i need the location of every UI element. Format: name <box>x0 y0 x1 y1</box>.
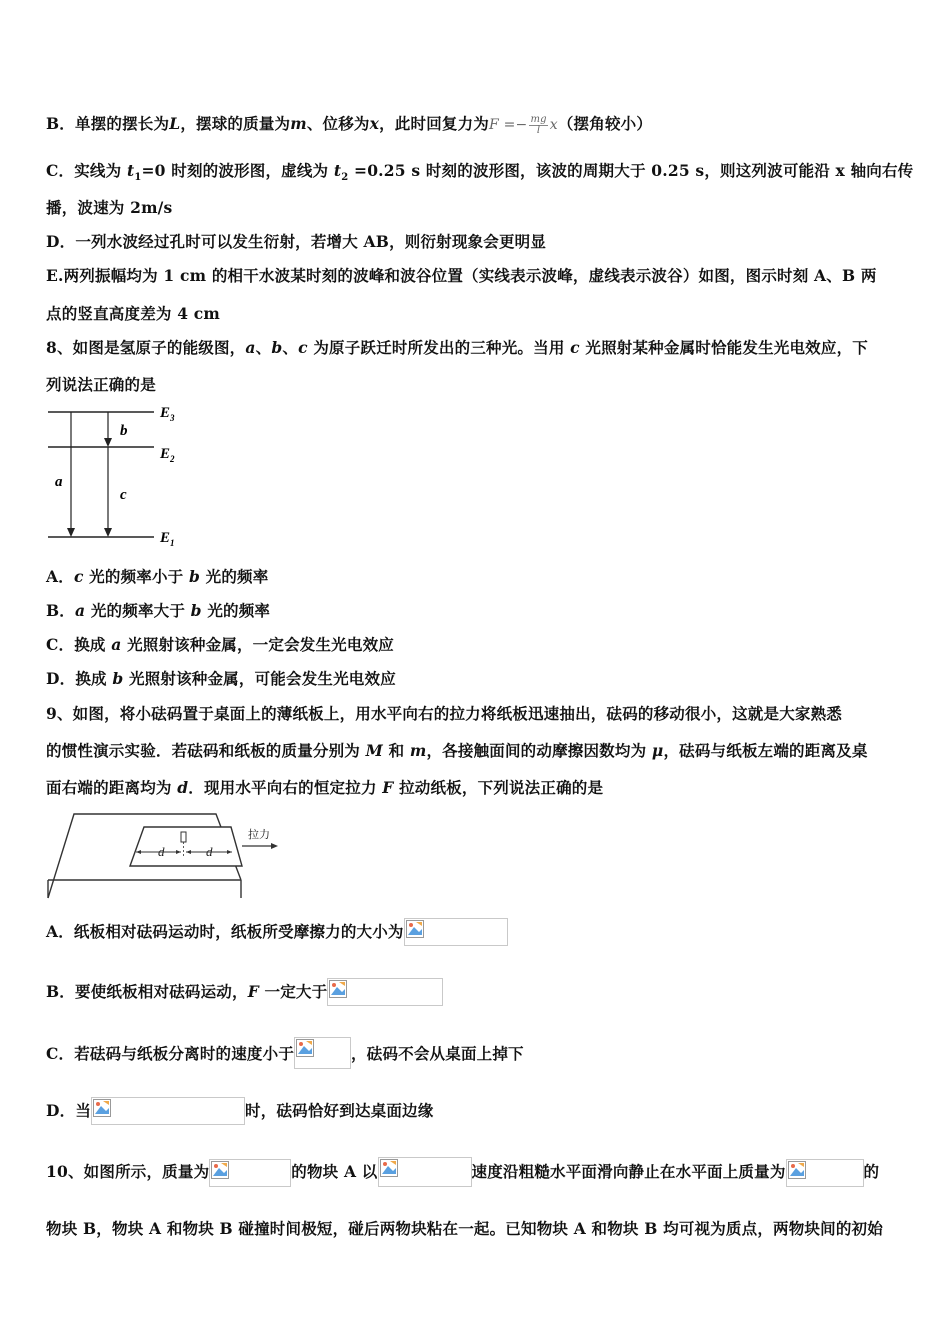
question-8-option-b: B．a 光的频率大于 b 光的频率 <box>46 601 271 620</box>
broken-image-icon <box>93 1099 111 1117</box>
formula-image-placeholder <box>786 1159 864 1187</box>
distance-label-left: d <box>158 844 165 859</box>
formula-image-placeholder <box>327 978 443 1006</box>
question-9-stem-3: 面右端的距离均为 d．现用水平向右的恒定拉力 F 拉动纸板，下列说法正确的是 <box>46 778 604 797</box>
option-e-interference-cont: 点的竖直高度差为 4 cm <box>46 304 221 323</box>
arrowhead-a <box>67 528 75 537</box>
option-e-interference: E.两列振幅均为 1 cm 的相干水波某时刻的波峰和波谷位置（实线表示波峰，虚线表示波谷）如图，图示时刻 A、B 两 <box>46 266 877 285</box>
question-9-option-d: D．当 时，砝码恰好到达桌面边缘 <box>46 1097 433 1125</box>
formula-fraction: $\frac{mg}{l}$ <box>530 113 547 136</box>
question-10-stem-2: 物块 B，物块 A 和物块 B 碰撞时间极短，碰后两物块粘在一起。已知物块 A 和物块 B 均可视为质点，两物块间的初始 <box>46 1219 883 1238</box>
arrowhead-c <box>104 528 112 537</box>
paperboard-diagram <box>46 810 286 902</box>
broken-image-icon <box>380 1159 398 1177</box>
question-9-option-a: A．纸板相对砝码运动时，纸板所受摩擦力的大小为 <box>46 918 508 946</box>
arrowhead-b <box>104 438 112 447</box>
formula-image-placeholder <box>378 1157 472 1187</box>
option-c-wave: C．实线为 $t_1=0$ 时刻的波形图，虚线为 $t_2 =0.25$ s 时刻的波形图，该波的周期大于 0.25 s，则这列波可能沿 x 轴向右传 <box>46 161 914 184</box>
question-8-stem: 8、如图是氢原子的能级图，a、b、c 为原子跃迁时所发出的三种光。当用 c 光照射某种金属时恰能发生光电效应，下 <box>46 338 868 357</box>
energy-label-e2: $E_2$ <box>160 446 175 464</box>
broken-image-icon <box>406 920 424 938</box>
energy-label-e3: $E_3$ <box>160 405 175 423</box>
formula-image-placeholder <box>404 918 508 946</box>
energy-level-diagram <box>46 400 196 550</box>
restoring-force-formula: F =− <box>489 117 528 133</box>
question-9-stem-2: 的惯性演示实验．若砝码和纸板的质量分别为 M 和 m，各接触面间的动摩擦因数均为 μ，砝码与纸板左端的距离及桌 <box>46 741 868 760</box>
broken-image-icon <box>211 1161 229 1179</box>
question-10-stem-1: 10、如图所示，质量为 的物块 A 以 速度沿粗糙水平面滑向静止在水平面上质量为 的 <box>46 1157 879 1187</box>
pull-force-label: 拉力 <box>248 828 270 841</box>
broken-image-icon <box>329 980 347 998</box>
formula-image-placeholder <box>209 1159 291 1187</box>
question-9-option-c: C．若砝码与纸板分离时的速度小于 ，砝码不会从桌面上掉下 <box>46 1037 524 1069</box>
formula-image-placeholder <box>294 1037 351 1069</box>
formula-image-placeholder <box>91 1097 245 1125</box>
distance-label-right: d <box>206 844 213 859</box>
broken-image-icon <box>788 1161 806 1179</box>
option-b-pendulum: B．单摆的摆长为L，摆球的质量为m、位移为x，此时回复力为F =− $\frac{mg}{l}$ x（摆角较小） <box>46 113 653 136</box>
question-8-option-d: D．换成 b 光照射该种金属，可能会发生光电效应 <box>46 669 396 688</box>
question-8-stem-cont: 列说法正确的是 <box>46 375 156 394</box>
question-8-option-c: C．换成 a 光照射该种金属，一定会发生光电效应 <box>46 635 394 654</box>
question-8-option-a: A．c 光的频率小于 b 光的频率 <box>46 567 269 586</box>
option-c-wave-cont: 播，波速为 2m/s <box>46 198 173 217</box>
question-9-stem-1: 9、如图，将小砝码置于桌面上的薄纸板上，用水平向右的拉力将纸板迅速抽出，砝码的移动很小，这就是大家熟悉 <box>46 704 842 723</box>
label-b: b <box>120 423 128 439</box>
question-9-option-b: B．要使纸板相对砝码运动，F 一定大于 <box>46 978 443 1006</box>
energy-label-e1: $E_1$ <box>160 530 175 548</box>
label-a: a <box>55 474 63 490</box>
label-c: c <box>120 487 127 503</box>
weight <box>181 832 186 842</box>
broken-image-icon <box>296 1039 314 1057</box>
option-d-diffraction: D．一列水波经过孔时可以发生衍射，若增大 AB，则衍射现象会更明显 <box>46 232 547 251</box>
